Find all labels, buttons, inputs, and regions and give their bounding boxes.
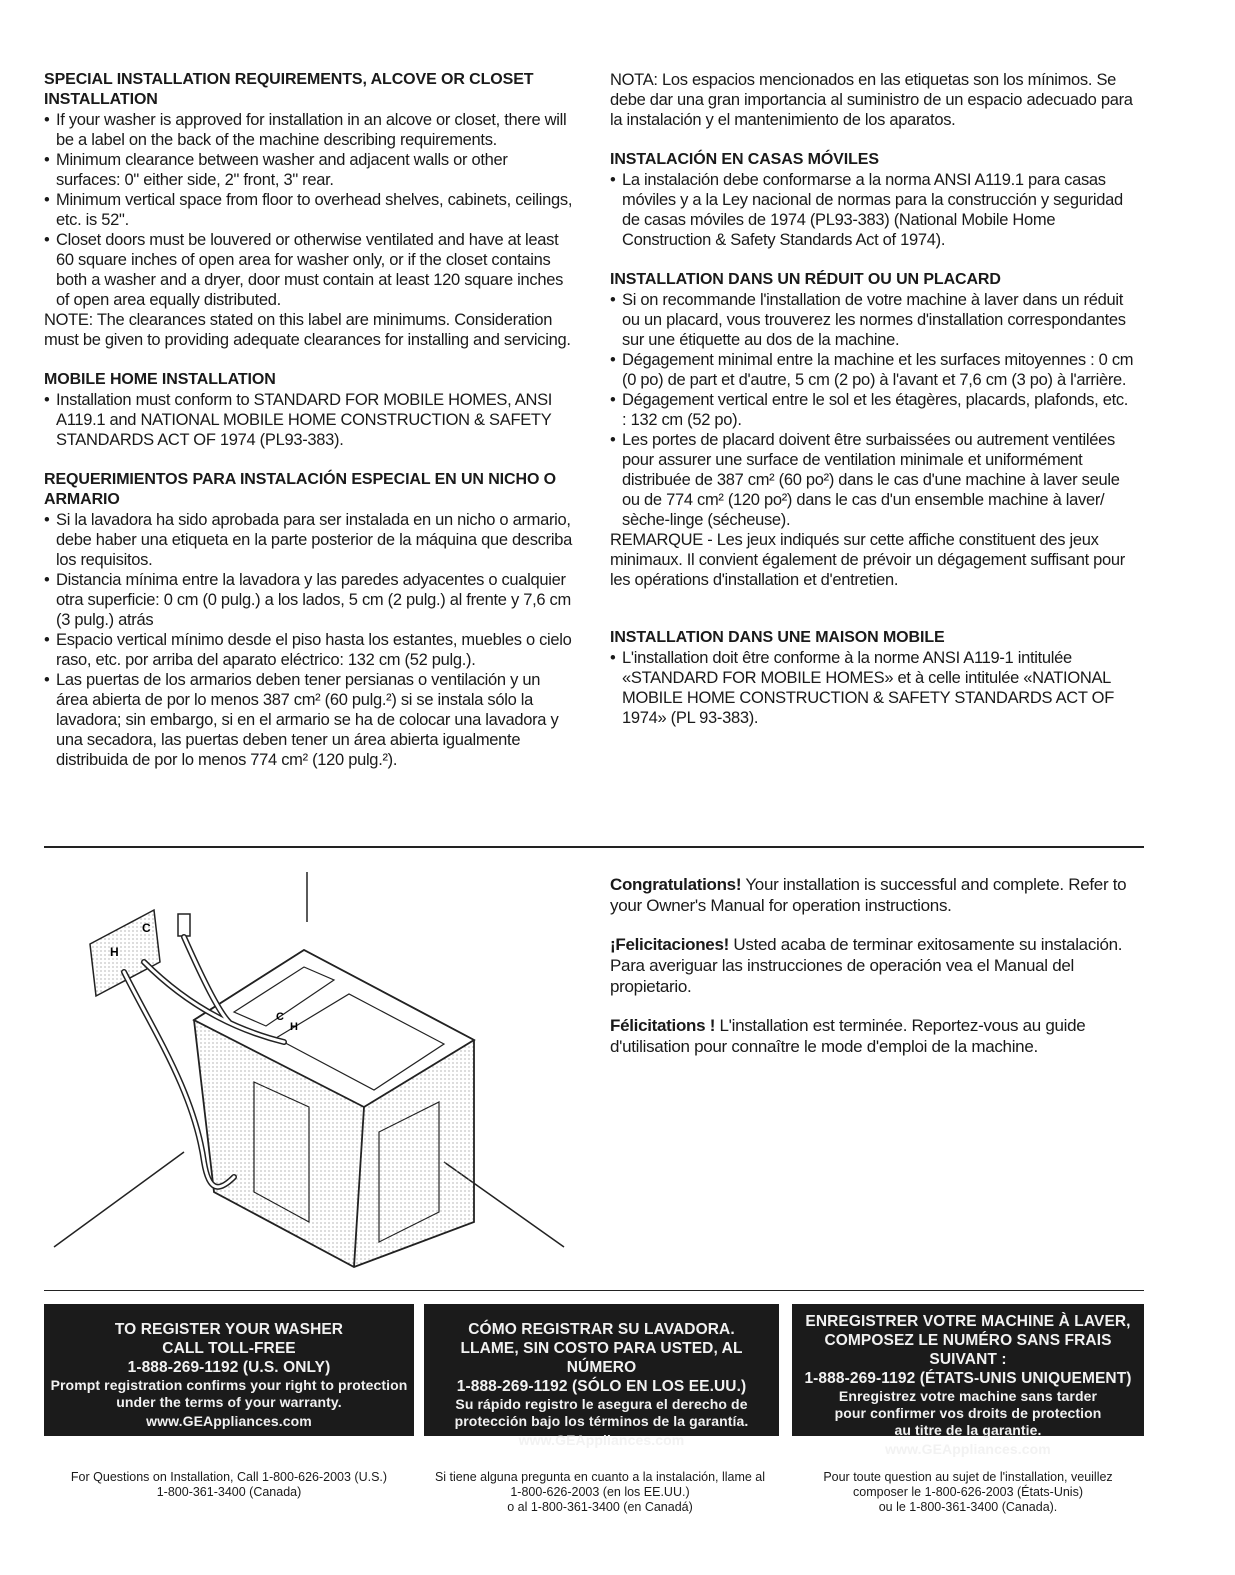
congrats-en xyxy=(610,874,1140,916)
footer-en xyxy=(44,1470,414,1500)
footer-es xyxy=(420,1470,780,1515)
section-alcove-closet-fr xyxy=(610,270,1135,590)
footer-fr xyxy=(792,1470,1144,1515)
register-en-line1: TO REGISTER YOUR WASHER xyxy=(114,1321,344,1338)
register-es-line2: LLAME, SIN COSTO PARA USTED, AL NÚMERO xyxy=(460,1340,743,1376)
bullet-list xyxy=(44,110,574,310)
heading-alcove-closet-es: REQUERIMIENTOS PARA INSTALACIÓN ESPECIAL EN UN NICHO O ARMARIO xyxy=(44,471,556,508)
divider-top xyxy=(44,846,1144,848)
list-item: • Si la lavadora ha sido aprobada para ser instalada en un nicho o armario, debe haber una etiqueta en la parte posterior de la máquina que describa los requisitos. xyxy=(44,510,574,570)
congrats-en-text: Your installation is successful and complete. Refer to your Owner's Manual for operation instructions. xyxy=(610,875,1127,915)
congrats-es-text: Usted acaba de terminar exitosamente su instalación. Para averiguar las instrucciones de operación vea el Manual del propietario. xyxy=(610,935,1123,996)
register-fr-line6: au titre de la garantie. xyxy=(894,1422,1042,1438)
list-item: • If your washer is approved for installation in an alcove or closet, there will be a label on the back of the machine describing requirements. xyxy=(44,110,574,150)
register-fr-line2: COMPOSEZ LE NUMÉRO SANS FRAIS SUIVANT : xyxy=(824,1332,1112,1368)
left-column xyxy=(44,70,574,790)
footer-en-line1: For Questions on Installation, Call 1-800-626-2003 (U.S.) xyxy=(70,1470,388,1484)
register-es-line4: Su rápido registro le asegura el derecho de xyxy=(455,1396,748,1412)
footer-es-line2: 1-800-626-2003 (en los EE.UU.) xyxy=(510,1485,690,1499)
register-fr-line4: Enregistrez votre machine sans tarder xyxy=(838,1388,1098,1404)
bullet-list xyxy=(610,170,1135,250)
list-item: • Espacio vertical mínimo desde el piso hasta los estantes, muebles o cielo raso, etc. por arriba del aparato eléctrico: 132 cm (52 pulg.). xyxy=(44,630,574,670)
list-item: • Si on recommande l'installation de votre machine à laver dans un réduit ou un placard, vous trouverez les normes d'installation correspondantes sur une étiquette au dos de la machine. xyxy=(610,290,1135,350)
congrats-es xyxy=(610,934,1140,997)
list-item: • Closet doors must be louvered or otherwise ventilated and have at least 60 square inches of open area for washer only, or if the closet contains both a washer and a dryer, door must contain at least 120 square inches of open area equally distributed. xyxy=(44,230,574,310)
list-item: • Minimum clearance between washer and adjacent walls or other surfaces: 0" either side, 2" front, 3" rear. xyxy=(44,150,574,190)
list-item: • Installation must conform to STANDARD FOR MOBILE HOMES, ANSI A119.1 and NATIONAL MOBILE HOME CONSTRUCTION & SAFETY STANDARDS ACT OF 1974 (PL93-383). xyxy=(44,390,574,450)
footer-fr-line3: ou le 1-800-361-3400 (Canada). xyxy=(878,1500,1058,1514)
bullet-list xyxy=(610,648,1135,728)
register-en-line4: Prompt registration confirms your right to protection xyxy=(50,1377,408,1393)
list-item: • La instalación debe conformarse a la norma ANSI A119.1 para casas móviles y a la Ley nacional de normas para la construcción y seguridad de casas móviles de 1974 (PL93-383) (National Mobile Home Construction & Safety Standards Act of 1974). xyxy=(610,170,1135,250)
footer-es-line3: o al 1-800-361-3400 (en Canadá) xyxy=(507,1500,693,1514)
note-es: NOTA: Los espacios mencionados en las etiquetas son los mínimos. Se debe dar una gran importancia al suministro de un espacio adecuado para la instalación y el mantenimiento de los aparatos. xyxy=(610,71,1133,129)
congrats-fr-text: L'installation est terminée. Reportez-vous au guide d'utilisation pour connaître le mode d'emploi de la machine. xyxy=(610,1016,1086,1056)
list-item: • Las puertas de los armarios deben tener persianas o ventilación y un área abierta de por lo menos 387 cm² (60 pulg.²) si se instala sólo la lavadora; sin embargo, si en el armario se ha de colocar una lavadora y una secadora, las puertas deben tener un área abierta igualmente distribuida de por lo menos 774 cm² (120 pulg.²). xyxy=(44,670,574,770)
note-fr: REMARQUE - Les jeux indiqués sur cette affiche constituent des jeux minimaux. Il convient également de prévoir un dégagement suffisant pour les opérations d'installation et d'entretien. xyxy=(610,531,1125,589)
register-fr-line5: pour confirmer vos droits de protection xyxy=(834,1405,1102,1421)
list-item: • Distancia mínima entre la lavadora y las paredes adyacentes o cualquier otra superficie: 0 cm (0 pulg.) a los lados, 5 cm (2 pulg.) al frente y 7,6 cm (3 pulg.) atrás xyxy=(44,570,574,630)
register-box-en xyxy=(44,1304,414,1436)
cold-inlet-label: C xyxy=(276,1011,284,1023)
list-item: • Les portes de placard doivent être surbaissées ou autrement ventilées pour assurer une surface de ventilation minimale et uniformément distribuée de 387 cm² (60 po²) dans le cas d'une machine à laver seule ou de 774 cm² (120 po²) dans le cas d'un ensemble machine à laver/ sèche-linge (sécheuse). xyxy=(610,430,1135,530)
register-fr-url-link[interactable]: www.GEAppliances.com xyxy=(885,1441,1051,1457)
footer-fr-line2: composer le 1-800-626-2003 (États-Unis) xyxy=(853,1485,1083,1499)
register-es-phone: 1-888-269-1192 (SÓLO EN LOS EE.UU.) xyxy=(456,1378,747,1395)
heading-mobile-home-es: INSTALACIÓN EN CASAS MÓVILES xyxy=(610,151,879,168)
section-mobile-home-en xyxy=(44,370,574,450)
heading-mobile-home-en: MOBILE HOME INSTALLATION xyxy=(44,371,276,388)
right-column xyxy=(610,70,1135,748)
congratulations-block xyxy=(610,874,1140,1075)
heading-mobile-home-fr: INSTALLATION DANS UNE MAISON MOBILE xyxy=(610,629,945,646)
congrats-es-title: ¡Felicitaciones! xyxy=(610,935,729,954)
register-fr-phone: 1-888-269-1192 (ÉTATS-UNIS UNIQUEMENT) xyxy=(804,1370,1132,1387)
heading-alcove-closet-en: SPECIAL INSTALLATION REQUIREMENTS, ALCOVE OR CLOSET INSTALLATION xyxy=(44,71,534,108)
register-box-es xyxy=(424,1304,779,1448)
register-es-line5: protección bajo los términos de la garantía. xyxy=(454,1413,749,1429)
footer-en-line2: 1-800-361-3400 (Canada) xyxy=(156,1485,302,1499)
bullet-list xyxy=(610,290,1135,530)
register-en-line5: under the terms of your warranty. xyxy=(116,1394,342,1410)
register-en-phone: 1-888-269-1192 (U.S. ONLY) xyxy=(127,1359,331,1376)
section-mobile-home-fr xyxy=(610,628,1135,728)
cold-label: C xyxy=(142,921,151,935)
section-alcove-closet-en xyxy=(44,70,574,350)
list-item: • Minimum vertical space from floor to overhead shelves, cabinets, ceilings, etc. is 52". xyxy=(44,190,574,230)
section-alcove-closet-es xyxy=(44,470,574,770)
washer-hookup-illustration xyxy=(44,862,584,1274)
note-en: NOTE: The clearances stated on this label are minimums. Consideration must be given to providing adequate clearances for installing and servicing. xyxy=(44,311,571,349)
list-item: • L'installation doit être conforme à la norme ANSI A119-1 intitulée «STANDARD FOR MOBILE HOMES» et à celle intitulée «NATIONAL MOBILE HOME CONSTRUCTION & SAFETY STANDARDS ACT OF 1974» (PL 93-383). xyxy=(610,648,1135,728)
list-item: • Dégagement vertical entre le sol et les étagères, placards, plafonds, etc. : 132 cm (52 po). xyxy=(610,390,1135,430)
hot-label: H xyxy=(110,945,119,959)
register-fr-line1: ENREGISTRER VOTRE MACHINE À LAVER, xyxy=(805,1313,1131,1330)
footer-es-line1: Si tiene alguna pregunta en cuanto a la instalación, llame al xyxy=(434,1470,766,1484)
register-en-line2: CALL TOLL-FREE xyxy=(162,1340,296,1357)
divider-bottom xyxy=(44,1290,1144,1291)
register-es-url-link[interactable]: www.GEAppliances.com xyxy=(518,1432,685,1448)
bullet-list xyxy=(44,510,574,770)
washer-body xyxy=(194,950,474,1267)
register-box-fr xyxy=(792,1304,1144,1457)
footer-fr-line1: Pour toute question au sujet de l'installation, veuillez xyxy=(823,1470,1113,1484)
register-en-url-link[interactable]: www.GEAppliances.com xyxy=(146,1413,312,1429)
register-es-line1: CÓMO REGISTRAR SU LAVADORA. xyxy=(468,1321,735,1338)
congrats-fr-title: Félicitations ! xyxy=(610,1016,716,1035)
list-item: • Dégagement minimal entre la machine et les surfaces mitoyennes : 0 cm (0 po) de part et d'autre, 5 cm (2 po) à l'avant et 7,6 cm (3 po) à l'arrière. xyxy=(610,350,1135,390)
heading-alcove-closet-fr: INSTALLATION DANS UN RÉDUIT OU UN PLACARD xyxy=(610,271,1001,288)
section-nota-es xyxy=(610,70,1135,130)
congrats-fr xyxy=(610,1015,1140,1057)
hot-inlet-label: H xyxy=(290,1021,298,1033)
bullet-list xyxy=(44,390,574,450)
congrats-en-title: Congratulations! xyxy=(610,875,742,894)
section-mobile-home-es xyxy=(610,150,1135,250)
